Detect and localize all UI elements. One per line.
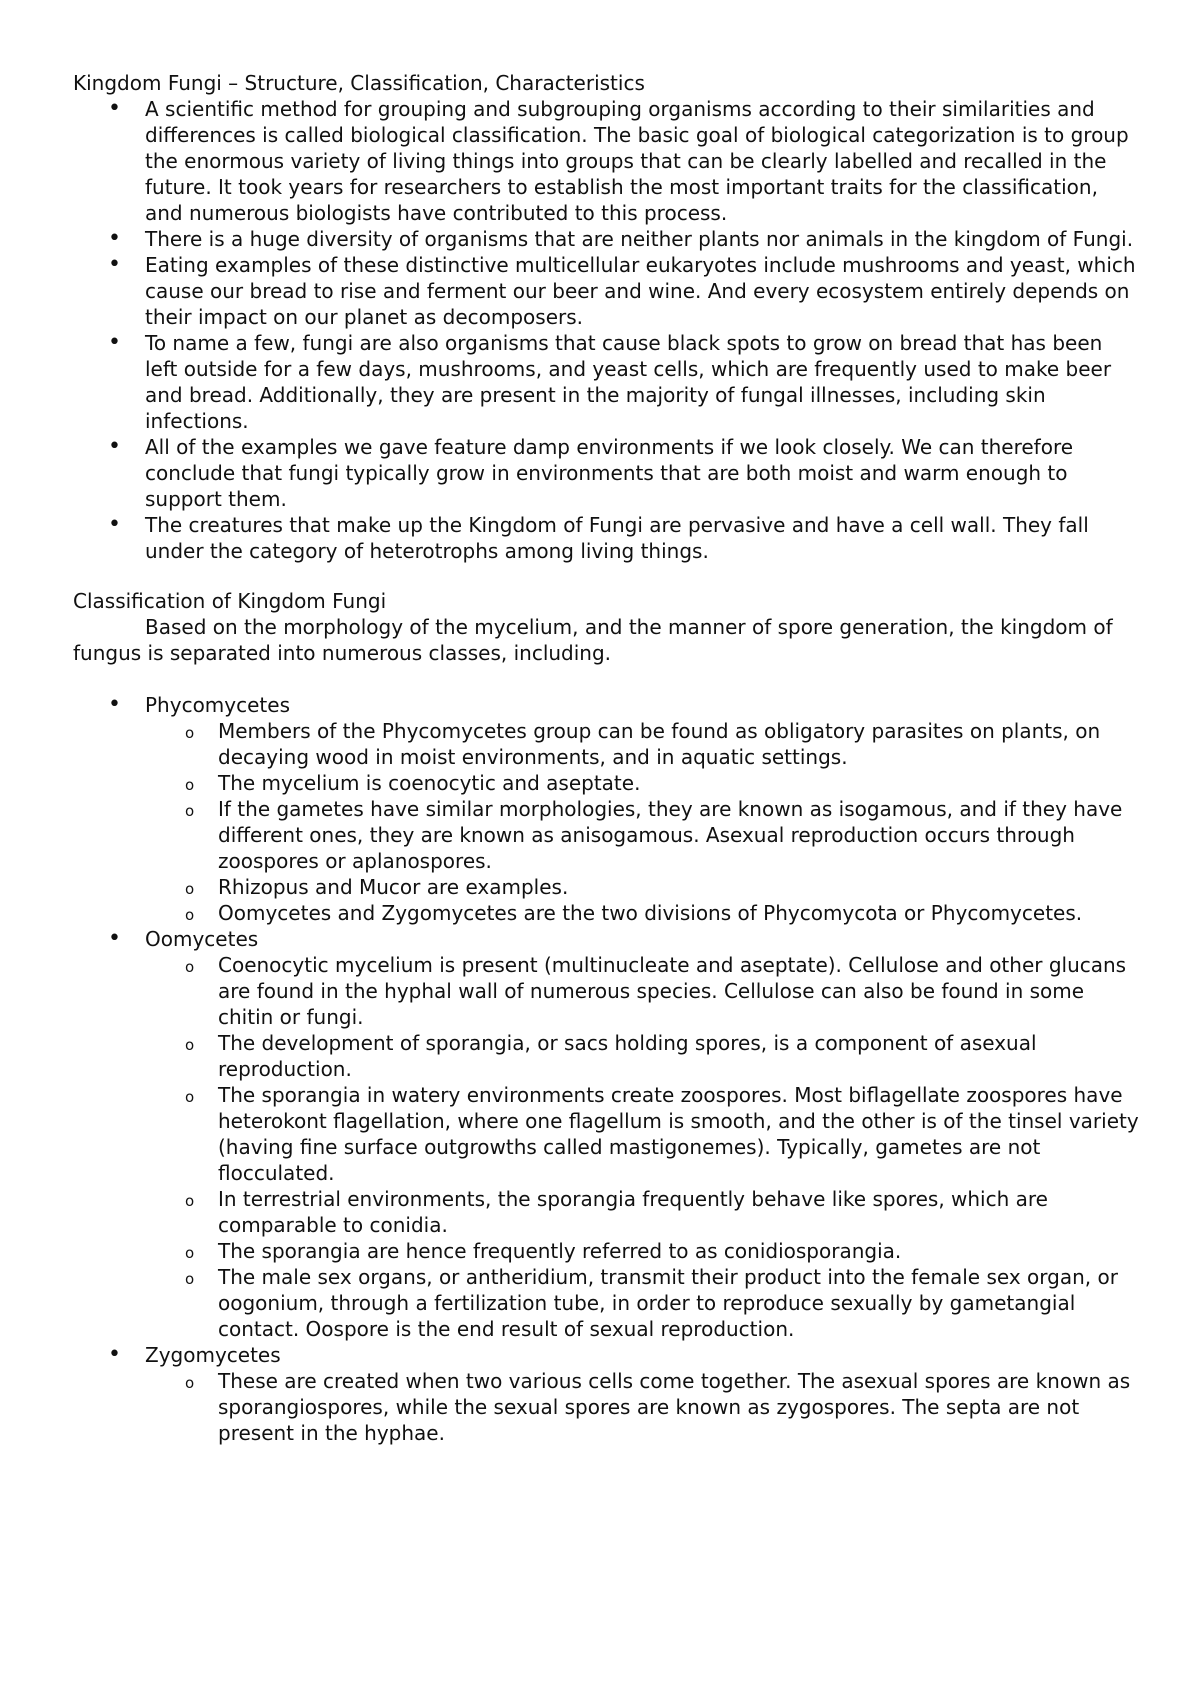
class-item-zygomycetes bbox=[145, 1342, 1140, 1446]
sub-bullet-item: o If the gametes have similar morphologies, they are known as isogamous, and if they have different ones, they are known as anisogamous. Asexual reproduction occurs through zoospores or aplanospores. bbox=[218, 796, 1140, 874]
sub-bullet-item: o Rhizopus and Mucor are examples. bbox=[218, 874, 1140, 900]
sub-bullet-item: o Oomycetes and Zygomycetes are the two divisions of Phycomycota or Phycomycetes. bbox=[218, 900, 1140, 926]
class-points-list bbox=[145, 718, 1140, 926]
sub-bullet-item: o The mycelium is coenocytic and aseptate. bbox=[218, 770, 1140, 796]
class-name: Phycomycetes bbox=[145, 693, 290, 717]
section-heading: Classification of Kingdom Fungi bbox=[73, 589, 387, 613]
sub-bullet-item: o Members of the Phycomycetes group can be found as obligatory parasites on plants, on decaying wood in moist environments, and in aquatic settings. bbox=[218, 718, 1140, 770]
class-item-oomycetes bbox=[145, 926, 1140, 1342]
class-points-list bbox=[145, 1368, 1140, 1446]
sub-bullet-item: o The male sex organs, or antheridium, transmit their product into the female sex organ, or oogonium, through a fertilization tube, in order to reproduce sexually by gametangial contact. Oospore is the end result of sexual reproduction. bbox=[218, 1264, 1140, 1342]
fungi-bullet-list bbox=[73, 226, 1140, 564]
class-name: Zygomycetes bbox=[145, 1343, 281, 1367]
bullet-item: • To name a few, fungi are also organisms that cause black spots to grow on bread that has been left outside for a few days, mushrooms, and yeast cells, which are frequently used to make beer and bread. Additionally, they are present in the majority of fungal illnesses, including skin infections. bbox=[145, 330, 1140, 434]
bullet-item: • All of the examples we gave feature damp environments if we look closely. We can therefore conclude that fungi typically grow in environments that are both moist and warm enough to support them. bbox=[145, 434, 1140, 512]
class-name: Oomycetes bbox=[145, 927, 259, 951]
document-title: Kingdom Fungi – Structure, Classification, Characteristics bbox=[73, 71, 645, 95]
bullet-item: • Eating examples of these distinctive multicellular eukaryotes include mushrooms and yeast, which cause our bread to rise and ferment our beer and wine. And every ecosystem entirely depends on their impact on our planet as decomposers. bbox=[145, 252, 1140, 330]
sub-bullet-item: o In terrestrial environments, the sporangia frequently behave like spores, which are comparable to conidia. bbox=[218, 1186, 1140, 1238]
sub-bullet-item: o The sporangia in watery environments create zoospores. Most biflagellate zoospores have heterokont flagellation, where one flagellum is smooth, and the other is of the tinsel variety (having fine surface outgrowths called mastigonemes). Typically, gametes are not flocculated. bbox=[218, 1082, 1140, 1186]
class-item-phycomycetes bbox=[145, 692, 1140, 926]
sub-bullet-item: o The sporangia are hence frequently referred to as conidiosporangia. bbox=[218, 1238, 1140, 1264]
class-points-list bbox=[145, 952, 1140, 1342]
section-intro-paragraph: Based on the morphology of the mycelium, and the manner of spore generation, the kingdom of fungus is separated into numerous classes, including. bbox=[73, 615, 1113, 665]
sub-bullet-item: o The development of sporangia, or sacs holding spores, is a component of asexual reproduction. bbox=[218, 1030, 1140, 1082]
bullet-item: • The creatures that make up the Kingdom of Fungi are pervasive and have a cell wall. They fall under the category of heterotrophs among living things. bbox=[145, 512, 1140, 564]
bullet-item: • There is a huge diversity of organisms that are neither plants nor animals in the kingdom of Fungi. bbox=[145, 226, 1140, 252]
sub-bullet-item: o These are created when two various cells come together. The asexual spores are known as sporangiospores, while the sexual spores are known as zygospores. The septa are not present in the hyphae. bbox=[218, 1368, 1140, 1446]
bullet-item: • A scientific method for grouping and subgrouping organisms according to their similarities and differences is called biological classification. The basic goal of biological categorization is to group the enormous variety of living things into groups that can be clearly labelled and recalled in the future. It took years for researchers to establish the most important traits for the classification, and numerous biologists have contributed to this process. bbox=[145, 96, 1140, 226]
intro-bullet-list bbox=[73, 96, 1140, 226]
classes-list bbox=[73, 692, 1140, 1446]
sub-bullet-item: o Coenocytic mycelium is present (multinucleate and aseptate). Cellulose and other glucans are found in the hyphal wall of numerous species. Cellulose can also be found in some chitin or fungi. bbox=[218, 952, 1140, 1030]
